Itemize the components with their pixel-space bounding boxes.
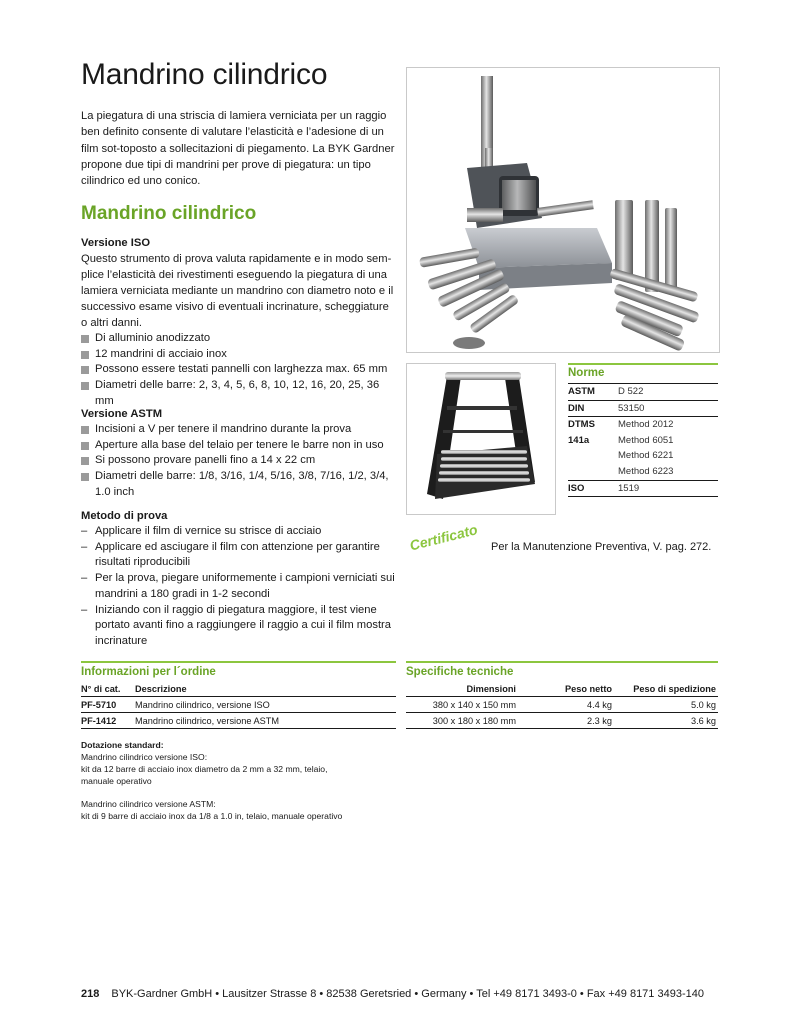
list-item: Incisioni a V per tenere il mandrino durante la prova [81,422,396,438]
list-item: – Applicare ed asciugare il film con attenzione per garantire risultati riproducibili [81,540,380,569]
page-title: Mandrino cilindrico [81,58,328,91]
method-heading: Metodo di prova [81,510,168,522]
norms-table [568,363,718,497]
standard-heading: Dotazione standard: [81,740,164,750]
list-item: Possono essere testati pannelli con larghezza max. 65 mm [81,362,396,378]
table-row: Method 6223 [618,465,674,477]
bullet-square-icon [81,366,89,374]
list-item: – Per la prova, piegare uniformemente i campioni verniciati sui mandrini a 180 gradi in 1-2 secondi [81,572,395,600]
standard-equipment [81,739,401,822]
table-row: DIN 53150 [568,400,718,417]
page-footer [81,988,704,1000]
table-row: 380 x 140 x 150 mm 4.4 kg 5.0 kg [406,697,718,713]
order-heading: Informazioni per l´ordine [81,666,216,678]
table-row: ASTM D 522 [568,383,718,400]
list-item: Di alluminio anodizzato [81,331,396,347]
table-row: PF-5710 Mandrino cilindrico, versione ISO [81,697,396,713]
bullet-square-icon [81,335,89,343]
iso-heading: Versione ISO [81,237,151,249]
list-item: Diametri delle barre: 2, 3, 4, 5, 6, 8, 10, 12, 16, 20, 25, 36 mm [81,378,396,409]
standard-astm-line: Mandrino cilindrico versione ASTM: [81,799,216,809]
specs-table [406,682,718,729]
astm-section [81,406,396,501]
iso-mandrel-photo [406,67,720,353]
table-row: PF-1412 Mandrino cilindrico, versione ASTM [81,713,396,729]
bullet-square-icon [81,457,89,465]
certificato-note[interactable]: Per la Manutenzione Preventiva, V. pag. 272. [491,541,712,553]
list-item: Aperture alla base del telaio per tenere le barre non in uso [81,438,396,454]
intro-paragraph: La piegatura di una striscia di lamiera verniciata per un raggio ben definito consente di valutare l’elasticità e l’adesione di un film sot-toposto a sollecitazioni di piegamento. La BYK Gardner propone due tipi di mandrini per prove di piegatura: un tipo cilindrico ed uno conico. [81,110,395,188]
bullet-square-icon [81,382,89,390]
iso-description: Questo strumento di prova valuta rapidamente e in modo sem-plice l’elasticità dei rivestimenti eseguendo la piegatura di una lamiera verniciata mediante un mandrino con diametro noto e il successivo esame visivo di eventuali incrinature, scheggiature o altri danni. [81,253,394,329]
table-row: DTMS Method 2012 [568,416,718,433]
col-dim-header: Dimensioni [406,682,518,697]
iso-mandrel-illustration [407,68,719,352]
iso-bullet-list [81,331,396,410]
iso-section [81,235,396,410]
list-item: – Applicare il film di vernice su strisce di acciaio [81,525,322,537]
certificato-stamp: Certificato [408,521,480,554]
table-header-row [406,682,718,697]
table-row: 300 x 180 x 180 mm 2.3 kg 3.6 kg [406,713,718,729]
order-divider [81,661,396,663]
order-info-section [81,661,396,729]
astm-heading: Versione ASTM [81,408,163,420]
astm-mandrel-photo [406,363,556,515]
standard-astm-line: kit di 9 barre di acciaio inox da 1/8 a 1.0 in, telaio, manuale operativo [81,811,343,821]
list-item: – Iniziando con il raggio di piegatura maggiore, il test viene portato avanti fino a raggiungere il raggio a cui il film mostra incrinature [81,603,391,647]
bullet-square-icon [81,442,89,450]
specs-section [406,661,718,729]
table-row: 141a Method 6051 [568,434,674,446]
col-ship-header: Peso di spedizione [614,682,718,697]
bullet-square-icon [81,426,89,434]
list-item: Si possono provare panelli fino a 14 x 22 cm [81,453,396,469]
section-title: Mandrino cilindrico [81,203,257,224]
standard-iso-line: kit da 12 barre di acciaio inox diametro da 2 mm a 32 mm, telaio, [81,764,328,774]
page-number: 218 [81,988,100,1000]
method-section [81,508,396,650]
norms-heading: Norme [568,363,718,383]
col-net-header: Peso netto [518,682,614,697]
col-cat-header: N° di cat. [81,682,135,697]
order-table [81,682,396,729]
footer-address: BYK-Gardner GmbH • Lausitzer Strasse 8 • 82538 Geretsried • Germany • Tel +49 8171 3493-0 • Fax +49 8171 3493-140 [111,988,704,1000]
list-item: Diametri delle barre: 1/8, 3/16, 1/4, 5/16, 3/8, 7/16, 1/2, 3/4, 1.0 inch [81,469,395,500]
table-row: ISO 1519 [568,480,718,498]
astm-mandrel-illustration [407,364,555,514]
standard-iso-line: Mandrino cilindrico versione ISO: [81,752,208,762]
table-header-row [81,682,396,697]
bullet-square-icon [81,351,89,359]
specs-divider [406,661,718,663]
bullet-square-icon [81,473,89,481]
astm-bullet-list [81,422,396,501]
table-row: Method 6221 [618,450,674,462]
col-desc-header: Descrizione [135,682,396,697]
standard-iso-line: manuale operativo [81,776,152,786]
specs-heading: Specifiche tecniche [406,666,514,678]
list-item: 12 mandrini di acciaio inox [81,347,396,363]
method-step-list [81,524,396,650]
